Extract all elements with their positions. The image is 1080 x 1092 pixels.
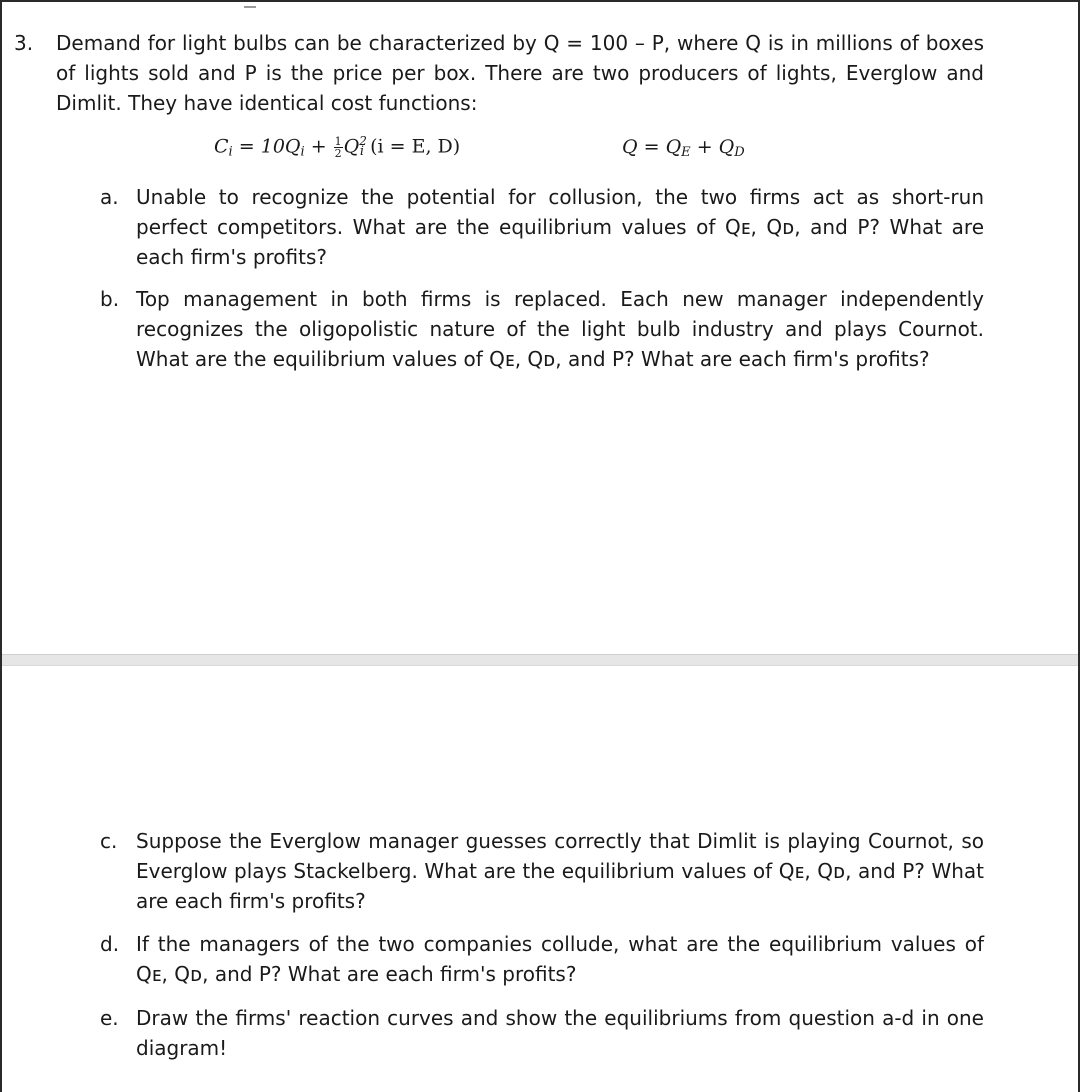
- part-e-text: Draw the firms' reaction curves and show the equilibriums from question a-d in one diagram!: [136, 1006, 984, 1060]
- part-d-letter: d.: [100, 932, 120, 956]
- cost-function: $C_i = 10Q_i$ + $\frac{1}{2}$ $Q^2_i$ (i = E, D): [214, 134, 461, 160]
- part-a-letter: a.: [100, 185, 119, 209]
- part-b-letter: b.: [100, 287, 120, 311]
- part-a-text: Unable to recognize the potential for collusion, the two firms act as short-run perfect competitors. What are the equilibrium values of Qᴇ, Qᴅ, and P? What are each firm's profits?: [136, 185, 984, 269]
- part-c-text: Suppose the Everglow manager guesses correctly that Dimlit is playing Cournot, so Everglow plays Stackelberg. What are the equilibrium values of Qᴇ, Qᴅ, and P? What are each firm's profits?: [136, 829, 984, 913]
- aggregate-quantity: $Q = Q_E + Q_D$: [622, 136, 745, 160]
- part-b-text: Top management in both firms is replaced. Each new manager independently recognizes the oligopolistic nature of the light bulb industry and plays Cournot. What are the equilibrium values of Qᴇ, Qᴅ, and P? What are each firm's profits?: [136, 287, 984, 371]
- part-c-letter: c.: [100, 829, 118, 853]
- part-e-letter: e.: [100, 1006, 119, 1030]
- one-half-fraction: $\frac{1}{2}$: [334, 134, 342, 160]
- question-number: 3.: [14, 31, 34, 55]
- scroll-indicator: [244, 6, 256, 8]
- part-d-text: If the managers of the two companies collude, what are the equilibrium values of Qᴇ, Qᴅ, and P? What are each firm's profits?: [136, 932, 984, 986]
- question-intro: Demand for light bulbs can be characterized by Q = 100 – P, where Q is in millions of boxes of lights sold and P is the price per box. There are two producers of lights, Everglow and Dimlit. They have identical cost functions:: [56, 31, 984, 115]
- panel-separator: [2, 654, 1078, 666]
